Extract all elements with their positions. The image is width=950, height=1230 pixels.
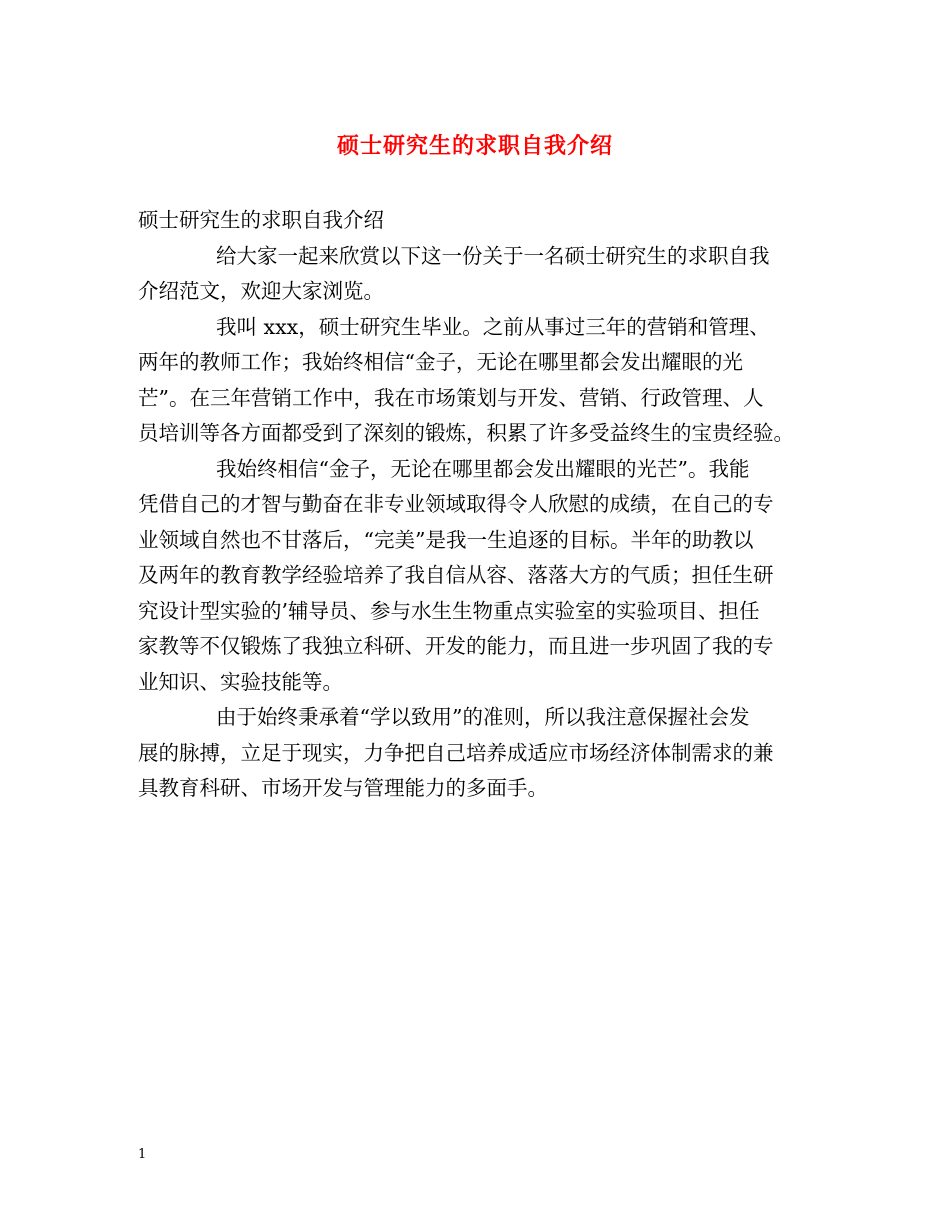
paragraph-line: 究设计型实验的’辅导员、参与水生生物重点实验室的实验项目、担任 <box>138 598 760 623</box>
paragraph-line: 展的脉搏，立足于现实，力争把自己培养成适应市场经济体制需求的兼 <box>138 740 774 765</box>
paragraph-line: 我叫 xxx，硕士研究生毕业。之前从事过三年的营销和管理、 <box>216 314 770 339</box>
paragraph-line: 具教育科研、市场开发与管理能力的多面手。 <box>138 776 548 800</box>
paragraph-line: 介绍范文，欢迎大家浏览。 <box>138 279 384 303</box>
paragraph-line: 两年的教师工作；我始终相信“金子，无论在哪里都会发出耀眼的光 <box>138 350 743 374</box>
paragraph-line: 凭借自己的才智与勤奋在非专业领域取得令人欣慰的成绩，在自己的专 <box>138 492 774 516</box>
paragraph-intro <box>138 239 814 310</box>
paragraph-line: 由于始终秉承着“学以致用”的准则，所以我注意保握社会发 <box>216 705 750 729</box>
paragraph-line: 业知识、实验技能等。 <box>138 669 343 694</box>
paragraph-line: 及两年的教育教学经验培养了我自信从容、落落大方的气质；担任生研 <box>138 563 774 587</box>
document-subtitle: 硕士研究生的求职自我介绍 <box>138 208 384 232</box>
paragraph-conclusion <box>138 700 814 807</box>
paragraph-line: 员培训等各方面都受到了深刻的锻炼，积累了许多受益终生的宝贵经验。 <box>138 421 794 445</box>
page-number: 1 <box>138 1147 147 1162</box>
paragraph-line: 业领域自然也不甘落后，“完美”是我一生追逐的目标。半年的助教以 <box>138 527 754 552</box>
paragraph-line: 芒”。在三年营销工作中，我在市场策划与开发、营销、行政管理、人 <box>138 385 764 410</box>
document-title: 硕士研究生的求职自我介绍 <box>336 134 613 159</box>
document-body <box>138 203 814 807</box>
paragraph-background <box>138 310 814 452</box>
paragraph-experience <box>138 452 814 701</box>
paragraph-line: 给大家一起来欣赏以下这一份关于一名硕士研究生的求职自我 <box>216 243 770 268</box>
paragraph-line: 家教等不仅锻炼了我独立科研、开发的能力，而且进一步巩固了我的专 <box>138 634 774 658</box>
paragraph-line: 我始终相信“金子，无论在哪里都会发出耀眼的光芒”。我能 <box>216 456 750 481</box>
